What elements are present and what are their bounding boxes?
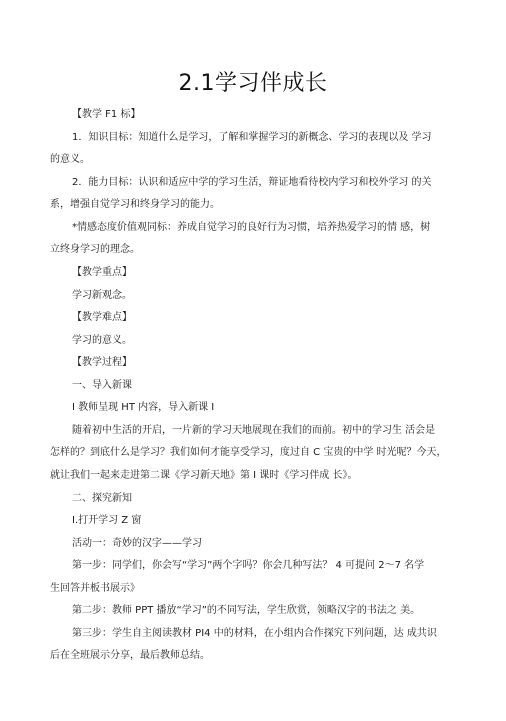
paragraph-line: *情感态度价值观同标：养成自觉学习的良好行为习惯，培养热爱学习的情 感，树 [72, 222, 431, 233]
paragraph-line: 2．能力目标：认识和适应中学的学习生活，辩证地看待校内学习和校外学习 的关 [72, 177, 432, 188]
paragraph-line: 第三步：学生自主阅读教材 PI4 中的材料，在小组内合作探究下列问题，达 成共识 [72, 628, 437, 639]
paragraph-line: 1．知识目标：知道什么是学习，了解和掌握学习的新概念、学习的表现以及 学习 [72, 132, 432, 143]
document-title: 2.1学习伴成长 [178, 71, 328, 96]
paragraph-line: I.打开学习 Z 窗 [72, 515, 142, 526]
paragraph-line: 怎样的？到底什么是学习？我们如何才能享受学习，度过自 C 宝贵的中学 时光呢？今天， [50, 447, 447, 458]
paragraph-line: 第二步：教师 PPT 播放“学习”的不同写法，学生欣赏，领略汉字的书法之 美。 [72, 605, 421, 616]
subsection-heading: 二、探究新知 [72, 493, 132, 504]
section-heading-difficulties: 【教学难点】 [72, 312, 132, 323]
section-heading-key-points: 【教学重点】 [72, 267, 132, 278]
section-heading-objectives: 【教学 F1 标】 [72, 109, 141, 120]
paragraph-line: 生回答并板书展示》 [50, 583, 140, 594]
paragraph-line: 立终身学习的理念。 [50, 244, 140, 255]
paragraph-line: 随着初中生活的开启，一片新的学习天地展现在我们的而前。初中的学习生 活会是 [72, 425, 436, 436]
paragraph-line: 系，增强自觉学习和终身学习的能力。 [50, 199, 220, 210]
paragraph-line: 就让我们一起来走进第二课《学习新天地》第 I 课时《学习伴成 长》。 [50, 470, 358, 481]
paragraph-line: 活动一：奇妙的汉字——学习 [72, 538, 202, 549]
paragraph-line: I 教师呈现 HT 内容，导入新课 I [72, 402, 215, 413]
paragraph-line: 的意义。 [50, 154, 90, 165]
paragraph-line: 学习的意义。 [72, 335, 132, 346]
paragraph-line: 第一步：同学们，你会写“学习”两个字吗？你会几种写法？ 4 可提问 2〜7 名学 [72, 560, 425, 571]
section-heading-process: 【教学过程】 [72, 357, 132, 368]
paragraph-line: 后在全班展示分享，最后教师总结。 [50, 650, 210, 661]
subsection-heading: 一、导入新课 [72, 380, 132, 391]
paragraph-line: 学习新观念。 [72, 290, 132, 301]
